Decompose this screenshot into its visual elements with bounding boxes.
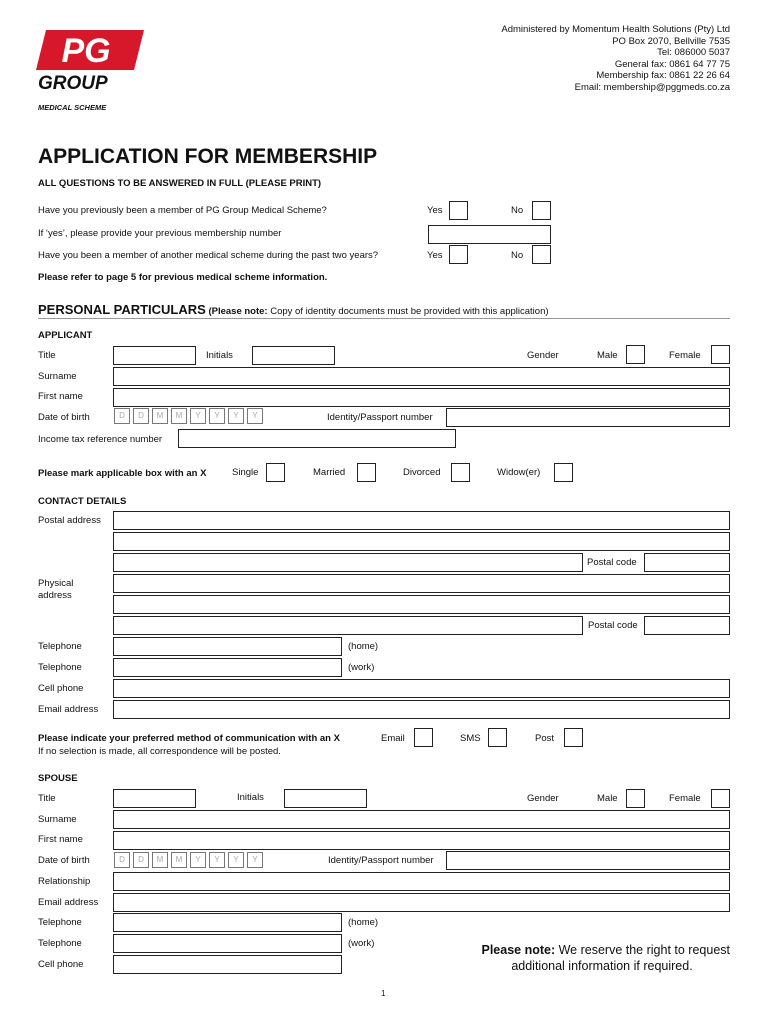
spouse-dob-field[interactable] [114, 852, 266, 868]
admin-line: Administered by Momentum Health Solutions (Pty) Ltd [501, 24, 730, 35]
dob-cell[interactable]: M [152, 408, 168, 424]
initials-label: Initials [206, 350, 233, 361]
personal-particulars-heading [38, 303, 549, 317]
dob-cell[interactable]: D [114, 408, 130, 424]
widow-checkbox[interactable] [554, 463, 573, 482]
spouse-male-label: Male [597, 793, 618, 804]
dob-cell[interactable]: Y [209, 852, 225, 868]
no-label: No [511, 205, 524, 216]
spouse-work-label: (work) [348, 938, 375, 949]
previous-member-no-checkbox[interactable] [532, 201, 551, 220]
note-bold: (Please note: [208, 306, 268, 317]
dob-cell[interactable]: D [114, 852, 130, 868]
footer-note-bold: Please note: [481, 943, 556, 957]
spouse-male-checkbox[interactable] [626, 789, 645, 808]
spouse-telephone-home-field[interactable] [113, 913, 342, 932]
postal-address-line-3[interactable] [113, 553, 583, 572]
spouse-email-label: Email address [38, 897, 99, 908]
applicant-id-field[interactable] [446, 408, 730, 427]
divorced-label: Divorced [403, 467, 441, 478]
communication-prompt: Please indicate your preferred method of communication with an X [38, 733, 340, 744]
refer-note: Please refer to page 5 for previous medical scheme information. [38, 272, 328, 283]
question-membership-number: If ‘yes’, please provide your previous membership number [38, 228, 282, 239]
spouse-first-name-label: First name [38, 834, 83, 845]
spouse-female-checkbox[interactable] [711, 789, 730, 808]
subtitle: ALL QUESTIONS TO BE ANSWERED IN FULL (PLEASE PRINT) [38, 178, 322, 189]
question-other-scheme: Have you been a member of another medical scheme during the past two years? [38, 250, 379, 261]
footer-note-line-2: additional information if required. [511, 959, 693, 973]
dob-cell[interactable]: Y [247, 852, 263, 868]
dob-cell[interactable]: Y [228, 852, 244, 868]
spouse-surname-label: Surname [38, 814, 77, 825]
logo-pg-text: PG [61, 32, 111, 70]
physical-address-line-1[interactable] [113, 574, 730, 593]
divorced-checkbox[interactable] [451, 463, 470, 482]
sms-option-checkbox[interactable] [488, 728, 507, 747]
post-option-label: Post [535, 733, 555, 744]
applicant-heading: APPLICANT [38, 330, 93, 341]
no-label: No [511, 250, 524, 261]
male-label: Male [597, 350, 618, 361]
previous-membership-number-field[interactable] [428, 225, 551, 244]
spouse-first-name-field[interactable] [113, 831, 730, 850]
question-previous-member: Have you previously been a member of PG Group Medical Scheme? [38, 205, 327, 216]
dob-label: Date of birth [38, 412, 90, 423]
page-title: APPLICATION FOR MEMBERSHIP [38, 145, 378, 168]
spouse-title-label: Title [38, 793, 56, 804]
yes-label: Yes [427, 250, 443, 261]
email-option-label: Email [381, 733, 405, 744]
footer-note-line-1 [481, 944, 730, 957]
income-tax-field[interactable] [178, 429, 456, 448]
physical-address-label: Physical [38, 578, 74, 589]
dob-cell[interactable]: Y [228, 408, 244, 424]
dob-cell[interactable]: Y [190, 852, 206, 868]
spouse-female-label: Female [669, 793, 701, 804]
admin-line: Membership fax: 0861 22 26 64 [596, 70, 730, 81]
dob-cell[interactable]: Y [190, 408, 206, 424]
telephone-work-field[interactable] [113, 658, 342, 677]
cell-phone-field[interactable] [113, 679, 730, 698]
married-label: Married [313, 467, 346, 478]
postal-address-line-1[interactable] [113, 511, 730, 530]
email-address-field[interactable] [113, 700, 730, 719]
postal-code-label: Postal code [587, 557, 637, 568]
applicant-dob-field[interactable] [114, 408, 266, 424]
first-name-label: First name [38, 391, 83, 402]
other-scheme-yes-checkbox[interactable] [449, 245, 468, 264]
physical-address-label-2: address [38, 590, 72, 601]
dob-cell[interactable]: M [171, 852, 187, 868]
section-heading: PERSONAL PARTICULARS [38, 302, 206, 317]
postal-code-field[interactable] [644, 553, 730, 572]
spouse-email-field[interactable] [113, 893, 730, 912]
dob-cell[interactable]: Y [247, 408, 263, 424]
spouse-initials-label: Initials [237, 792, 264, 803]
work-label: (work) [348, 662, 375, 673]
dob-cell[interactable]: D [133, 852, 149, 868]
physical-address-line-2[interactable] [113, 595, 730, 614]
email-option-checkbox[interactable] [414, 728, 433, 747]
other-scheme-no-checkbox[interactable] [532, 245, 551, 264]
admin-line: Email: membership@pggmeds.co.za [574, 81, 730, 93]
spouse-surname-field[interactable] [113, 810, 730, 829]
previous-member-yes-checkbox[interactable] [449, 201, 468, 220]
postal-address-label: Postal address [38, 515, 101, 526]
yes-label: Yes [427, 205, 443, 216]
spouse-telephone-work-field[interactable] [113, 934, 342, 953]
physical-address-line-3[interactable] [113, 616, 583, 635]
note-text: Copy of identity documents must be provided with this application) [270, 306, 549, 317]
applicant-male-checkbox[interactable] [626, 345, 645, 364]
single-checkbox[interactable] [266, 463, 285, 482]
communication-note: If no selection is made, all correspondence will be posted. [38, 746, 281, 757]
pg-group-logo [36, 26, 151, 116]
relationship-label: Relationship [38, 876, 91, 887]
post-option-checkbox[interactable] [564, 728, 583, 747]
logo-graphic [36, 26, 151, 116]
administrator-details [501, 24, 730, 93]
telephone-home-field[interactable] [113, 637, 342, 656]
spouse-cell-label: Cell phone [38, 959, 84, 970]
applicant-female-checkbox[interactable] [711, 345, 730, 364]
spouse-cell-field[interactable] [113, 955, 342, 974]
contact-details-heading: CONTACT DETAILS [38, 496, 127, 507]
married-checkbox[interactable] [357, 463, 376, 482]
physical-code-field[interactable] [644, 616, 730, 635]
footer-note-text: We reserve the right to request [558, 943, 730, 957]
admin-line: Tel: 086000 5037 [657, 47, 730, 58]
logo-group-text: GROUP [38, 73, 108, 94]
dob-cell[interactable]: M [152, 852, 168, 868]
spouse-gender-label: Gender [527, 793, 559, 804]
cell-phone-label: Cell phone [38, 683, 84, 694]
income-tax-label: Income tax reference number [38, 434, 163, 445]
widow-label: Widow(er) [497, 467, 541, 478]
title-label: Title [38, 350, 56, 361]
spouse-id-field[interactable] [446, 851, 730, 870]
id-passport-label: Identity/Passport number [327, 412, 433, 423]
email-address-label: Email address [38, 704, 99, 715]
gender-label: Gender [527, 350, 559, 361]
spouse-heading: SPOUSE [38, 773, 78, 784]
spouse-telephone-label: Telephone [38, 917, 82, 928]
dob-cell[interactable]: M [171, 408, 187, 424]
spouse-dob-label: Date of birth [38, 855, 90, 866]
spouse-id-passport-label: Identity/Passport number [328, 855, 434, 866]
home-label: (home) [348, 641, 379, 652]
applicant-first-name-field[interactable] [113, 388, 730, 407]
telephone-label: Telephone [38, 662, 82, 673]
spouse-telephone-label: Telephone [38, 938, 82, 949]
single-label: Single [232, 467, 259, 478]
telephone-label: Telephone [38, 641, 82, 652]
spouse-title-field[interactable] [113, 789, 196, 808]
spouse-initials-field[interactable] [284, 789, 367, 808]
admin-line: PO Box 2070, Bellville 7535 [612, 35, 730, 47]
divider [38, 318, 730, 319]
postal-code-label: Postal code [588, 620, 638, 631]
applicant-initials-field[interactable] [252, 346, 335, 365]
female-label: Female [669, 350, 701, 361]
relationship-field[interactable] [113, 872, 730, 891]
dob-cell[interactable]: Y [209, 408, 225, 424]
logo-scheme-text: MEDICAL SCHEME [38, 103, 107, 112]
page-number: 1 [381, 989, 386, 998]
marital-prompt: Please mark applicable box with an X [38, 468, 207, 479]
postal-address-line-2[interactable] [113, 532, 730, 551]
spouse-home-label: (home) [348, 917, 379, 928]
surname-label: Surname [38, 371, 77, 382]
sms-option-label: SMS [460, 733, 481, 744]
applicant-surname-field[interactable] [113, 367, 730, 386]
admin-line: General fax: 0861 64 77 75 [614, 58, 730, 70]
dob-cell[interactable]: D [133, 408, 149, 424]
applicant-title-field[interactable] [113, 346, 196, 365]
